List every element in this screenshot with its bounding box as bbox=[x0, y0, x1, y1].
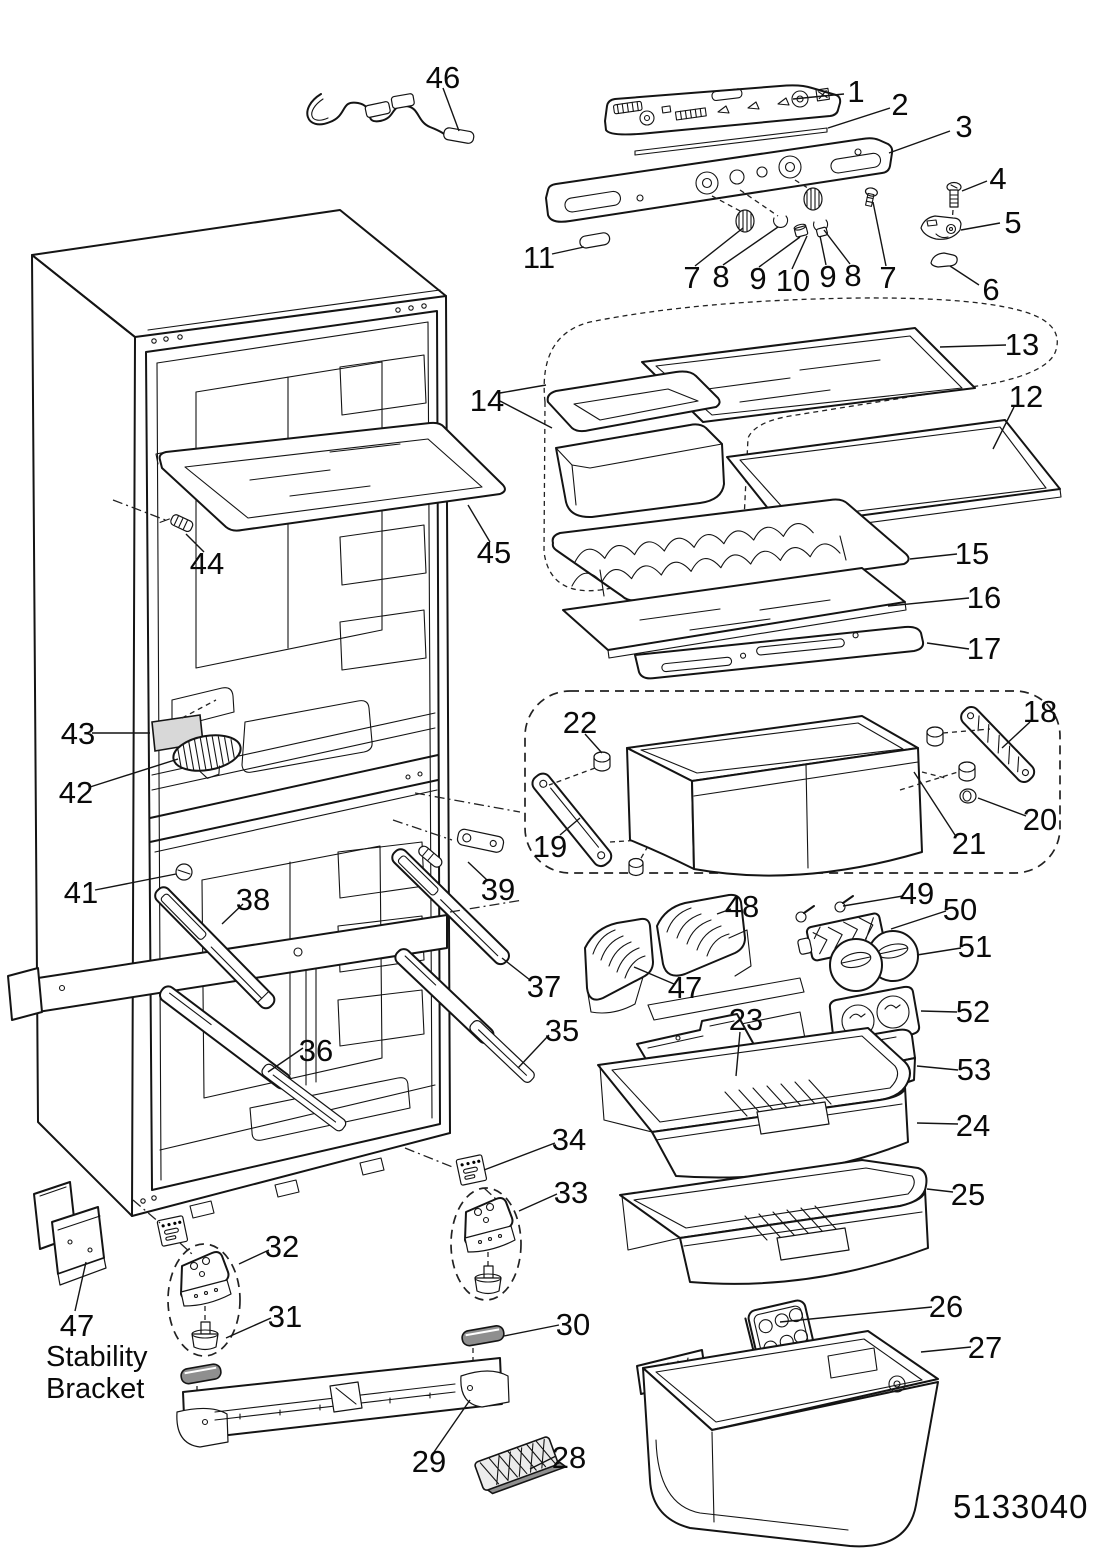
callout-label-42: 42 bbox=[58, 775, 94, 810]
part-number: 5133040 bbox=[953, 1488, 1089, 1525]
clip-44 bbox=[160, 510, 194, 536]
callout-label-6: 6 bbox=[982, 272, 1000, 307]
callout-label-39: 39 bbox=[480, 872, 516, 907]
callout-label-31: 31 bbox=[267, 1299, 303, 1334]
tray-25 bbox=[620, 1160, 928, 1284]
callout-label-7: 7 bbox=[683, 260, 701, 295]
bracket-39 bbox=[456, 828, 504, 853]
annotation-text: Bracket bbox=[46, 1373, 145, 1405]
foot-31 bbox=[192, 1322, 218, 1350]
callout-label-1: 1 bbox=[847, 74, 865, 109]
glass-shelf-45 bbox=[156, 423, 505, 531]
callout-label-21: 21 bbox=[951, 826, 987, 861]
callout-label-7: 7 bbox=[879, 260, 897, 295]
callout-label-11: 11 bbox=[522, 240, 556, 275]
callout-label-41: 41 bbox=[63, 875, 99, 910]
callout-label-49: 49 bbox=[899, 876, 935, 911]
callout-label-32: 32 bbox=[264, 1229, 300, 1264]
cap-18a bbox=[927, 727, 943, 746]
callout-label-47: 47 bbox=[59, 1308, 95, 1343]
divider-47 bbox=[585, 919, 653, 1013]
callout-label-18: 18 bbox=[1022, 694, 1058, 729]
callout-label-5: 5 bbox=[1004, 205, 1022, 240]
callout-label-50: 50 bbox=[942, 892, 978, 927]
callout-label-2: 2 bbox=[891, 87, 909, 122]
control-panel-3 bbox=[546, 138, 892, 222]
spring-clips-49 bbox=[796, 896, 853, 922]
stability-bracket-47 bbox=[34, 1182, 106, 1285]
callout-label-51: 51 bbox=[957, 929, 993, 964]
callout-label-10: 10 bbox=[775, 263, 811, 298]
callout-label-13: 13 bbox=[1004, 327, 1040, 362]
callout-label-9: 9 bbox=[819, 259, 837, 294]
plinth-rail-29 bbox=[177, 1358, 509, 1447]
refrigerator-cabinet bbox=[32, 210, 450, 1218]
callout-label-35: 35 bbox=[544, 1013, 580, 1048]
callout-label-17: 17 bbox=[966, 631, 1002, 666]
callout-label-43: 43 bbox=[60, 716, 96, 751]
callout-label-27: 27 bbox=[967, 1330, 1003, 1365]
callout-label-14: 14 bbox=[469, 383, 505, 418]
callout-label-38: 38 bbox=[235, 882, 271, 917]
callout-label-34: 34 bbox=[551, 1122, 587, 1157]
pin-9-left bbox=[794, 223, 809, 237]
callout-label-48: 48 bbox=[724, 889, 760, 924]
cap-19b bbox=[629, 859, 643, 876]
callout-label-25: 25 bbox=[950, 1177, 986, 1212]
callout-label-26: 26 bbox=[928, 1289, 964, 1324]
foot-33 bbox=[475, 1266, 501, 1294]
callout-label-23: 23 bbox=[728, 1002, 764, 1037]
knob-7-left bbox=[736, 210, 754, 232]
annotation-layer bbox=[46, 1341, 148, 1405]
callout-label-12: 12 bbox=[1008, 379, 1044, 414]
power-cable-46 bbox=[307, 93, 474, 144]
callout-label-36: 36 bbox=[298, 1033, 334, 1068]
callout-label-8: 8 bbox=[844, 258, 862, 293]
cover-30 bbox=[461, 1325, 505, 1347]
screw-kit-plate-34 bbox=[456, 1155, 487, 1186]
screw-7b bbox=[863, 187, 878, 207]
cap-22 bbox=[594, 752, 610, 771]
callout-label-28: 28 bbox=[551, 1440, 587, 1475]
callout-label-46: 46 bbox=[425, 60, 461, 95]
screw-kit-plate-left bbox=[157, 1216, 188, 1247]
callout-label-24: 24 bbox=[955, 1108, 991, 1143]
callout-label-29: 29 bbox=[411, 1444, 447, 1479]
screw-4 bbox=[947, 183, 961, 208]
callout-label-20: 20 bbox=[1022, 802, 1058, 837]
callout-label-30: 30 bbox=[555, 1307, 591, 1342]
callout-label-19: 19 bbox=[532, 829, 568, 864]
cap-18b bbox=[959, 762, 975, 781]
callout-label-8: 8 bbox=[712, 259, 730, 294]
callout-label-16: 16 bbox=[966, 580, 1002, 615]
grommet-20 bbox=[960, 789, 976, 803]
callout-label-9: 9 bbox=[749, 261, 767, 296]
callout-label-22: 22 bbox=[562, 705, 598, 740]
callout-label-15: 15 bbox=[954, 536, 990, 571]
callout-label-47: 47 bbox=[667, 970, 703, 1005]
callout-label-33: 33 bbox=[553, 1175, 589, 1210]
basket-27 bbox=[637, 1331, 938, 1546]
clip-8-left bbox=[774, 216, 788, 227]
control-board-1 bbox=[605, 85, 840, 134]
callout-label-3: 3 bbox=[955, 109, 973, 144]
callout-label-37: 37 bbox=[526, 969, 562, 1004]
callout-label-44: 44 bbox=[189, 546, 225, 581]
callout-label-53: 53 bbox=[956, 1052, 992, 1087]
hinge-bracket-33 bbox=[465, 1198, 515, 1252]
callout-label-52: 52 bbox=[955, 994, 991, 1029]
bracket-5 bbox=[921, 216, 961, 239]
knob-7-right bbox=[804, 188, 822, 210]
callout-label-45: 45 bbox=[476, 535, 512, 570]
cover-left bbox=[180, 1363, 222, 1385]
crisper-lid-14 bbox=[548, 372, 720, 432]
rail-35 bbox=[392, 946, 537, 1085]
annotation-text: Stability bbox=[46, 1341, 148, 1373]
callout-label-4: 4 bbox=[989, 161, 1007, 196]
drawer-21 bbox=[627, 716, 922, 876]
clip-6 bbox=[931, 253, 957, 267]
crisper-box-14 bbox=[556, 424, 724, 517]
hinge-bracket-32 bbox=[181, 1252, 231, 1306]
